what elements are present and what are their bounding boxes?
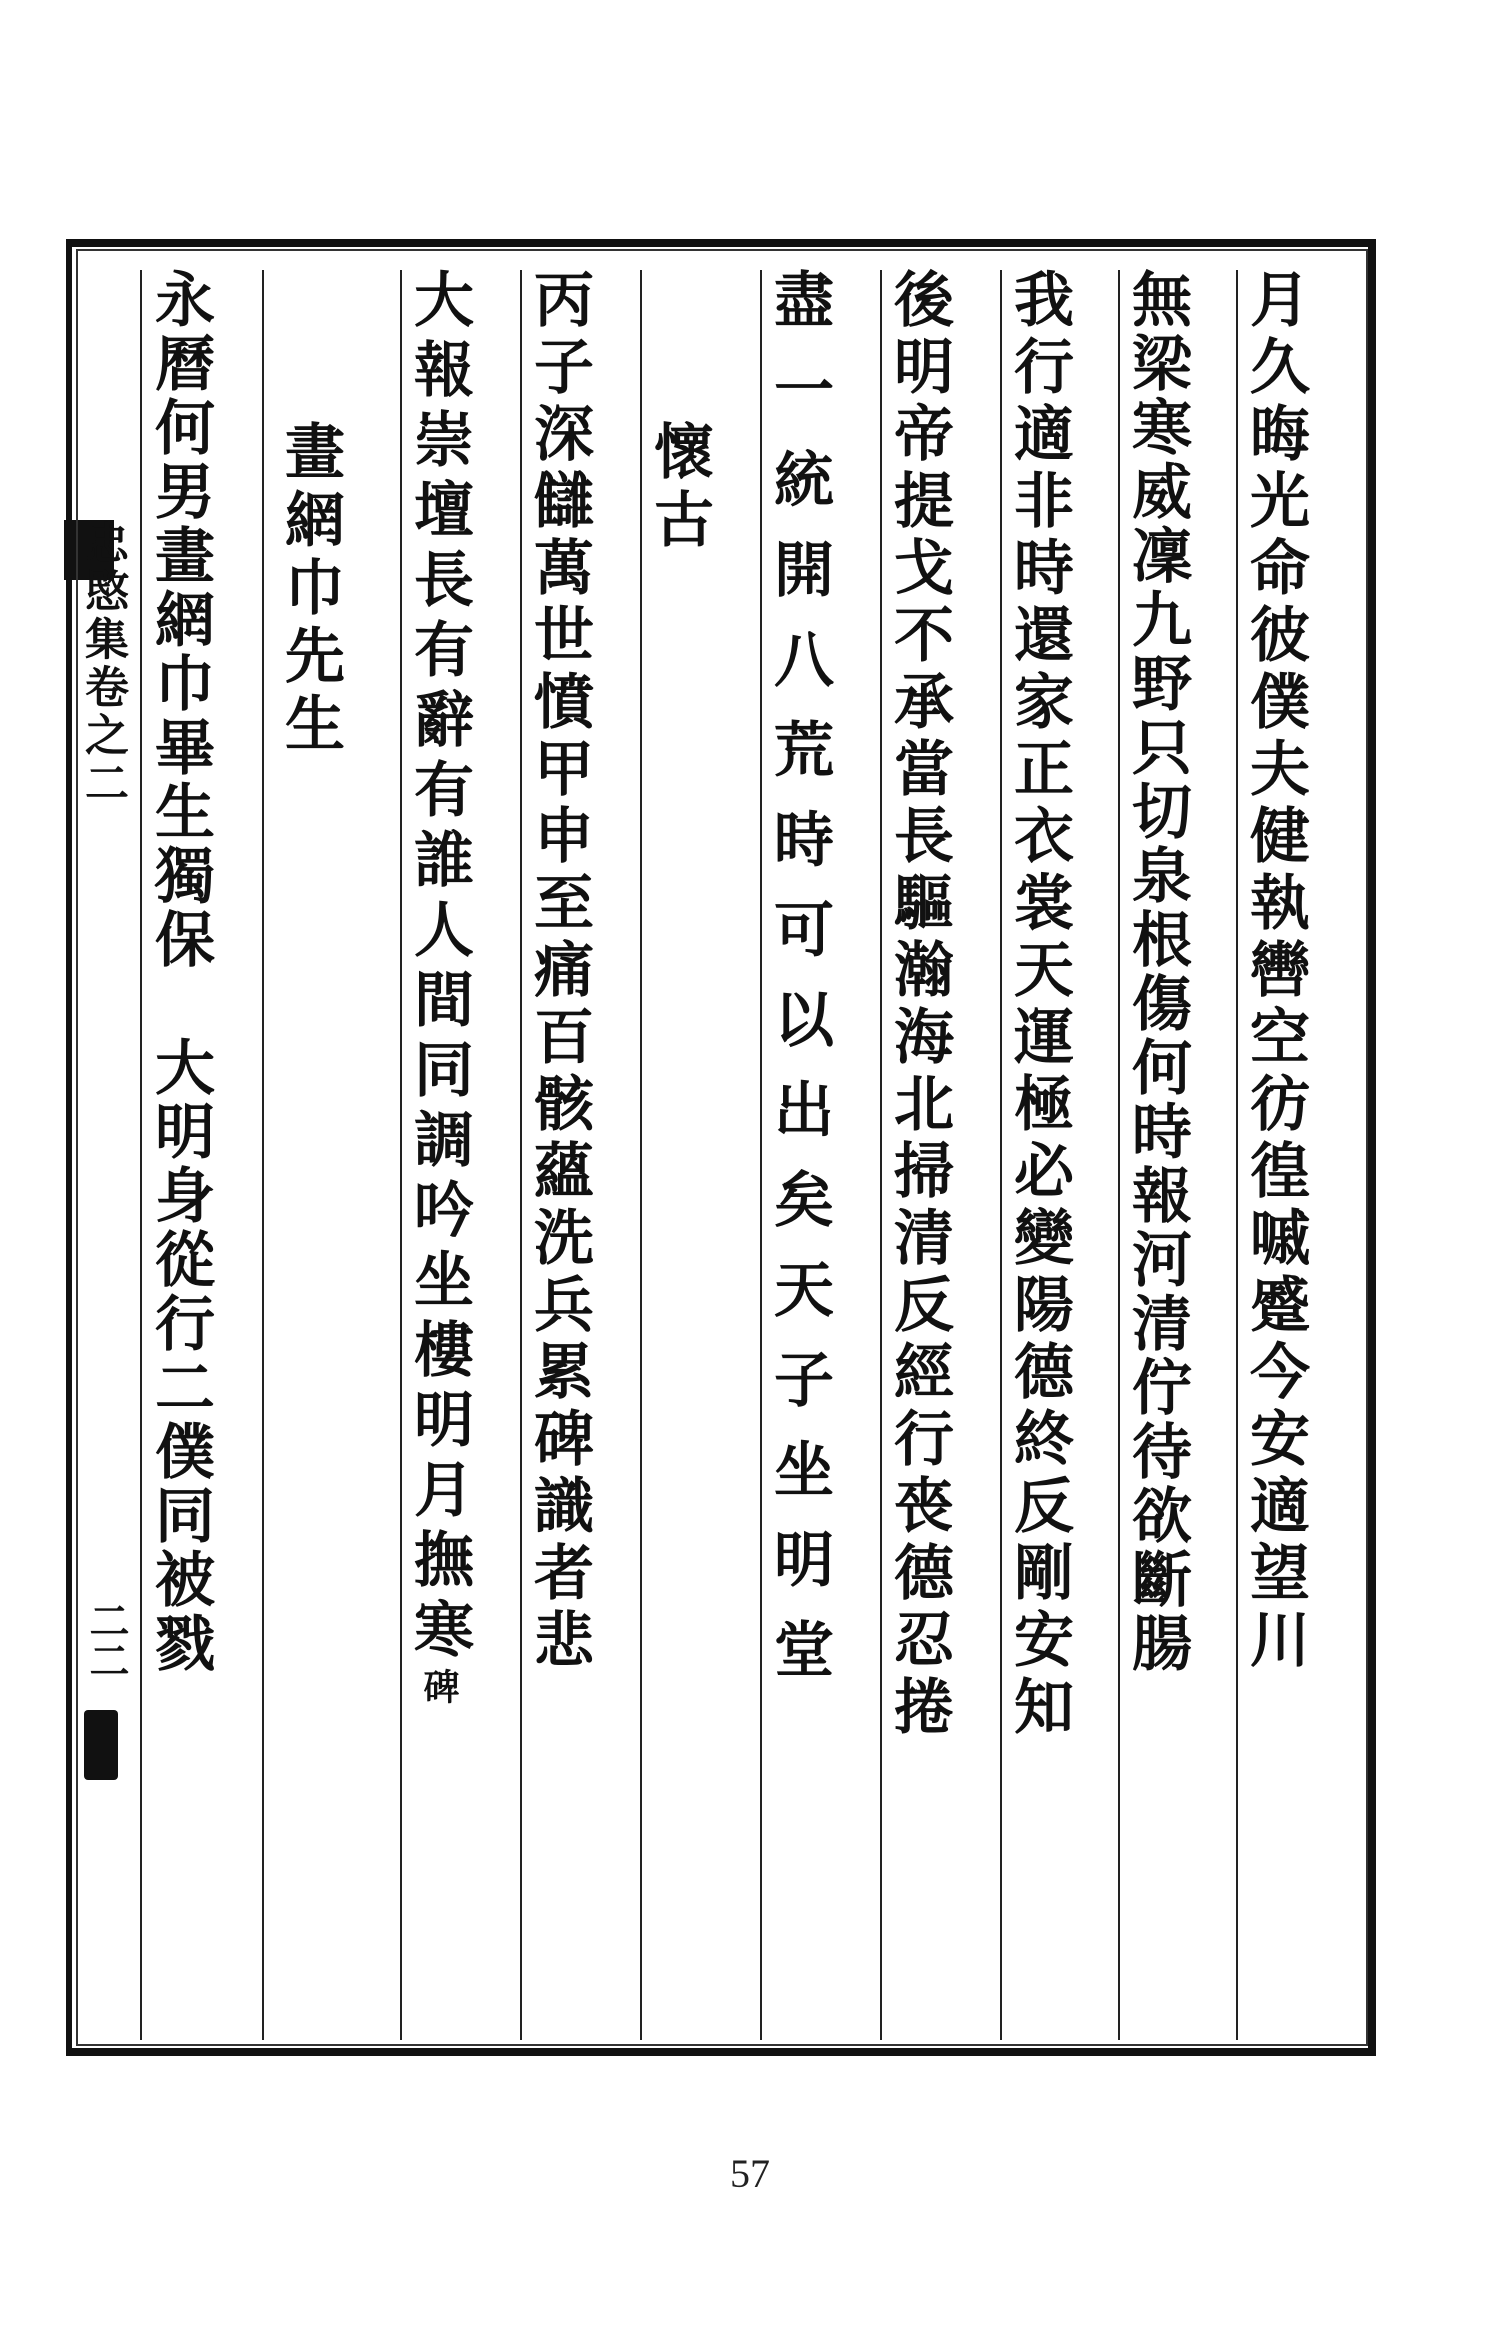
column-divider: [400, 270, 402, 2040]
column-divider: [1118, 270, 1120, 2040]
text-column: 無梁寒威凜九野只切泉根傷何時報河清佇待欲斷腸: [1122, 268, 1192, 1676]
text-column: 盡一統開八荒時可以出矣天子坐明堂: [764, 268, 834, 1708]
margin-leaf-number: 二二: [83, 1600, 130, 1680]
column-divider: [760, 270, 762, 2040]
section-title: 懷古: [644, 420, 714, 556]
column-divider: [140, 270, 142, 2040]
text-column: [404, 268, 474, 1706]
text-column: 月久晦光命彼僕夫健執轡空彷徨嘁蹙今安適望川: [1240, 268, 1310, 1675]
page-number: 57: [730, 2151, 770, 2196]
text-column: 丙子深讎萬世憤甲申至痛百骸蘊洗兵累碑識者悲: [524, 268, 594, 1675]
annotation-note: 碑: [418, 1668, 460, 1706]
text-column: 後明帝提戈不承當長驅瀚海北掃清反經行䘮德忍捲: [884, 268, 954, 1742]
column-divider: [1236, 270, 1238, 2040]
column-divider: [640, 270, 642, 2040]
column-divider: [520, 270, 522, 2040]
text-column: 永曆何男畫網巾畢生獨保 大明身從行二僕同被戮: [145, 268, 215, 1676]
text-column-body: 大報崇壇長有辭有誰人間同調吟坐樓明月撫寒: [404, 268, 474, 1668]
text-column: 我行適非時還家正衣裳天運極必變陽德終反剛安知: [1004, 268, 1074, 1742]
column-divider: [1000, 270, 1002, 2040]
column-divider: [880, 270, 882, 2040]
column-divider: [262, 270, 264, 2040]
section-title: 畫網巾先生: [275, 420, 345, 760]
margin-title: 忠愍集卷之二: [77, 520, 128, 808]
